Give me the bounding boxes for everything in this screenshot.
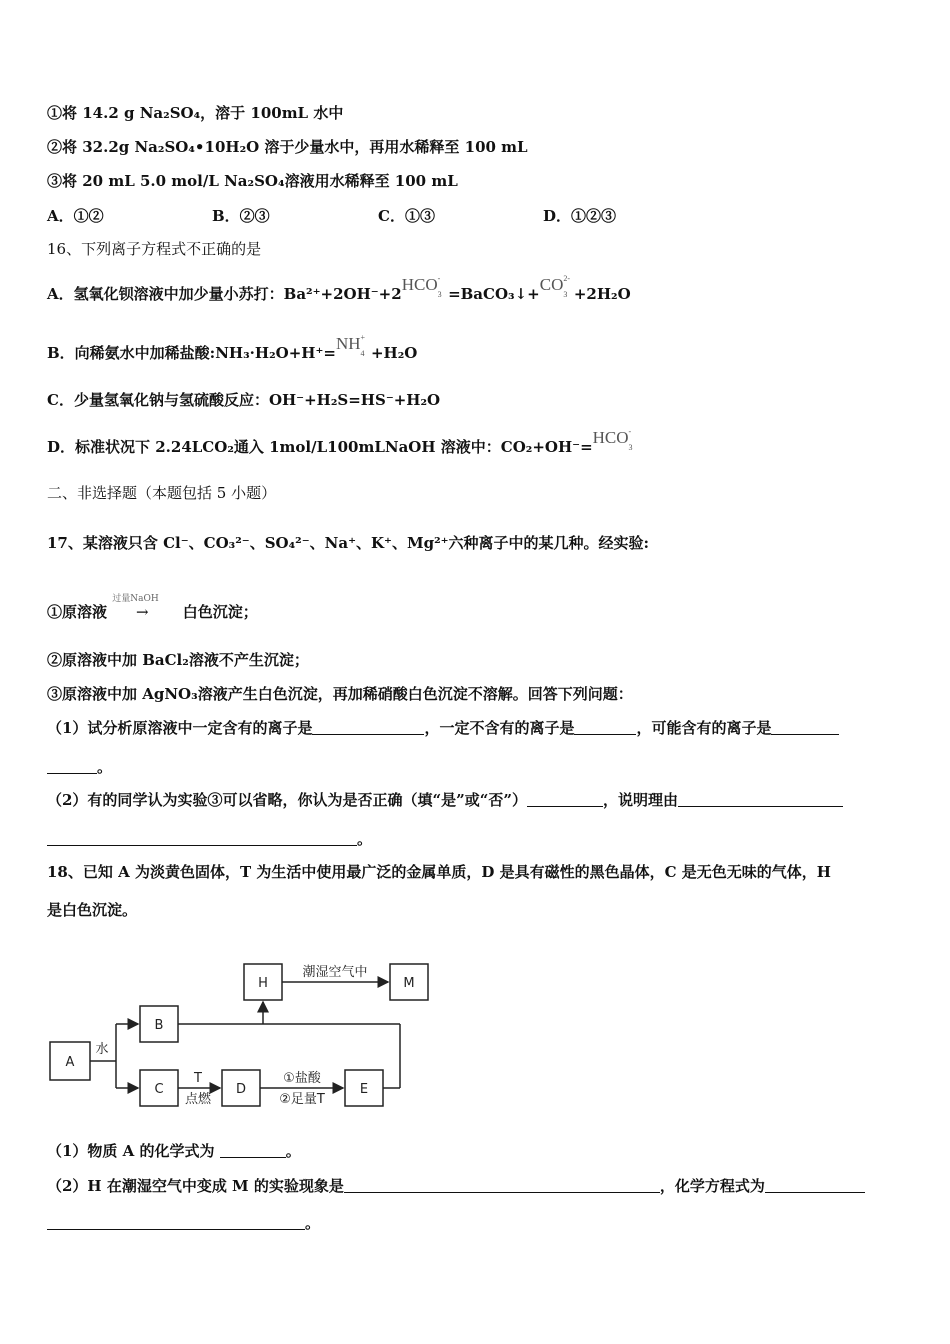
q16-option-d — [47, 427, 633, 457]
q15-option-b: B．②③ — [212, 207, 270, 225]
q17-stem: 17、某溶液只含 Cl⁻、CO₃²⁻、SO₄²⁻、Na⁺、K⁺、Mg²⁺六种离子中的某几种。经实验: — [47, 534, 650, 552]
arrow-icon: → — [135, 603, 149, 621]
q16-a-suffix: +2H₂O — [573, 285, 631, 303]
q17-q1-text: （1）试分析原溶液中一定含有的离子是 — [47, 719, 313, 737]
q17-question-2-cont — [47, 829, 372, 849]
period: 。 — [285, 1142, 301, 1160]
q18-q2-text-b: ，化学方程式为 — [659, 1177, 765, 1195]
q17-question-1-cont — [47, 757, 112, 777]
label-d: D — [235, 1082, 247, 1097]
label-h: H — [258, 976, 268, 991]
q17-experiment-3: ③原溶液中加 AgNO₃溶液产生白色沉淀，再加稀硝酸白色沉淀不溶解。回答下列问题： — [47, 685, 633, 703]
q18-q1-text: （1）物质 A 的化学式为 — [47, 1142, 215, 1160]
q17-question-1 — [47, 718, 839, 738]
exp1-prefix: ①原溶液 — [47, 603, 108, 621]
answer-blank — [344, 1178, 660, 1193]
q16-option-c: C．少量氢氧化钠与氢硫酸反应：OH⁻+H₂S=HS⁻+H₂O — [47, 391, 441, 409]
carbonate-ion: CO 3 2- — [539, 274, 571, 299]
q15-statement-3: ③将 20 mL 5.0 mol/L Na₂SO₄溶液用水稀释至 100 mL — [47, 172, 458, 190]
answer-blank — [220, 1143, 286, 1158]
bicarbonate-ion: HCO 3 - — [401, 274, 442, 299]
q16-b-suffix: +H₂O — [370, 344, 418, 362]
q15-option-c: C．①③ — [378, 207, 435, 225]
period: 。 — [357, 830, 373, 848]
period: 。 — [305, 1214, 321, 1232]
label-m: M — [403, 976, 415, 991]
answer-blank — [47, 1215, 305, 1230]
label-water: 水 — [95, 1042, 109, 1057]
q16-d-prefix: D．标准状况下 2.24LCO₂通入 1mol/L100mLNaOH 溶液中：CO₂+OH⁻= — [47, 438, 593, 456]
answer-blank — [678, 792, 843, 807]
period: 。 — [97, 758, 113, 776]
exp1-condition: 过量NaOH — [112, 594, 159, 604]
q17-experiment-2: ②原溶液中加 BaCl₂溶液不产生沉淀； — [47, 651, 309, 669]
label-ignite: 点燃 — [184, 1092, 212, 1107]
reaction-flow-diagram — [40, 950, 440, 1120]
q17-experiment-1 — [47, 594, 258, 622]
answer-blank — [771, 720, 839, 735]
q15-option-d: D．①②③ — [543, 207, 617, 225]
answer-blank — [47, 831, 357, 846]
answer-blank — [574, 720, 636, 735]
ammonium-ion: NH 4 + — [335, 333, 366, 358]
q16-a-prefix: A．氢氧化钡溶液中加少量小苏打：Ba²⁺+2OH⁻+2 — [47, 285, 402, 303]
label-acid: ①盐酸 — [283, 1071, 321, 1086]
q15-option-a: A．①② — [47, 207, 104, 225]
q17-q2-text: （2）有的同学认为实验③可以省略，你认为是否正确（填“是”或“否”） — [47, 791, 527, 809]
q16-a-middle: =BaCO₃↓+ — [448, 285, 540, 303]
answer-blank — [47, 759, 97, 774]
bicarbonate-ion-d: HCO 3 - — [592, 427, 633, 452]
answer-blank — [312, 720, 424, 735]
q16-stem: 16、下列离子方程式不正确的是 — [47, 240, 262, 258]
q16-option-b — [47, 333, 418, 363]
q17-question-2 — [47, 790, 843, 810]
answer-blank — [765, 1178, 865, 1193]
q17-q1-text-b: ，一定不含有的离子是 — [424, 719, 575, 737]
label-e: E — [359, 1082, 369, 1097]
label-humid-air: 潮湿空气中 — [302, 965, 368, 980]
section-2-heading: 二、非选择题（本题包括 5 小题） — [47, 484, 277, 502]
q15-statement-1: ①将 14.2 g Na₂SO₄，溶于 100mL 水中 — [47, 104, 344, 122]
label-b: B — [154, 1018, 164, 1033]
q18-stem-line-2: 是白色沉淀。 — [47, 901, 138, 919]
q16-b-prefix: B．向稀氨水中加稀盐酸:NH₃·H₂O+H⁺= — [47, 344, 336, 362]
q15-statement-2: ②将 32.2g Na₂SO₄•10H₂O 溶于少量水中，再用水稀释至 100 mL — [47, 138, 528, 156]
label-t: T — [194, 1071, 202, 1086]
label-a: A — [65, 1055, 75, 1070]
q17-q1-text-c: ，可能含有的离子是 — [636, 719, 772, 737]
q17-q2-text-b: ，说明理由 — [602, 791, 678, 809]
q18-question-1 — [47, 1141, 301, 1161]
answer-blank — [527, 792, 603, 807]
q18-question-2-cont — [47, 1213, 320, 1233]
q18-stem-line-1: 18、已知 A 为淡黄色固体，T 为生活中使用最广泛的金属单质，D 是具有磁性的黑色晶体，C 是无色无味的气体，H — [47, 863, 831, 881]
q16-option-a — [47, 274, 631, 304]
label-excess-t: ②足量T — [279, 1092, 325, 1107]
q18-q2-text: （2）H 在潮湿空气中变成 M 的实验现象是 — [47, 1177, 344, 1195]
label-c: C — [154, 1082, 164, 1097]
exp1-result: 白色沉淀； — [182, 603, 258, 621]
q18-question-2 — [47, 1176, 865, 1196]
